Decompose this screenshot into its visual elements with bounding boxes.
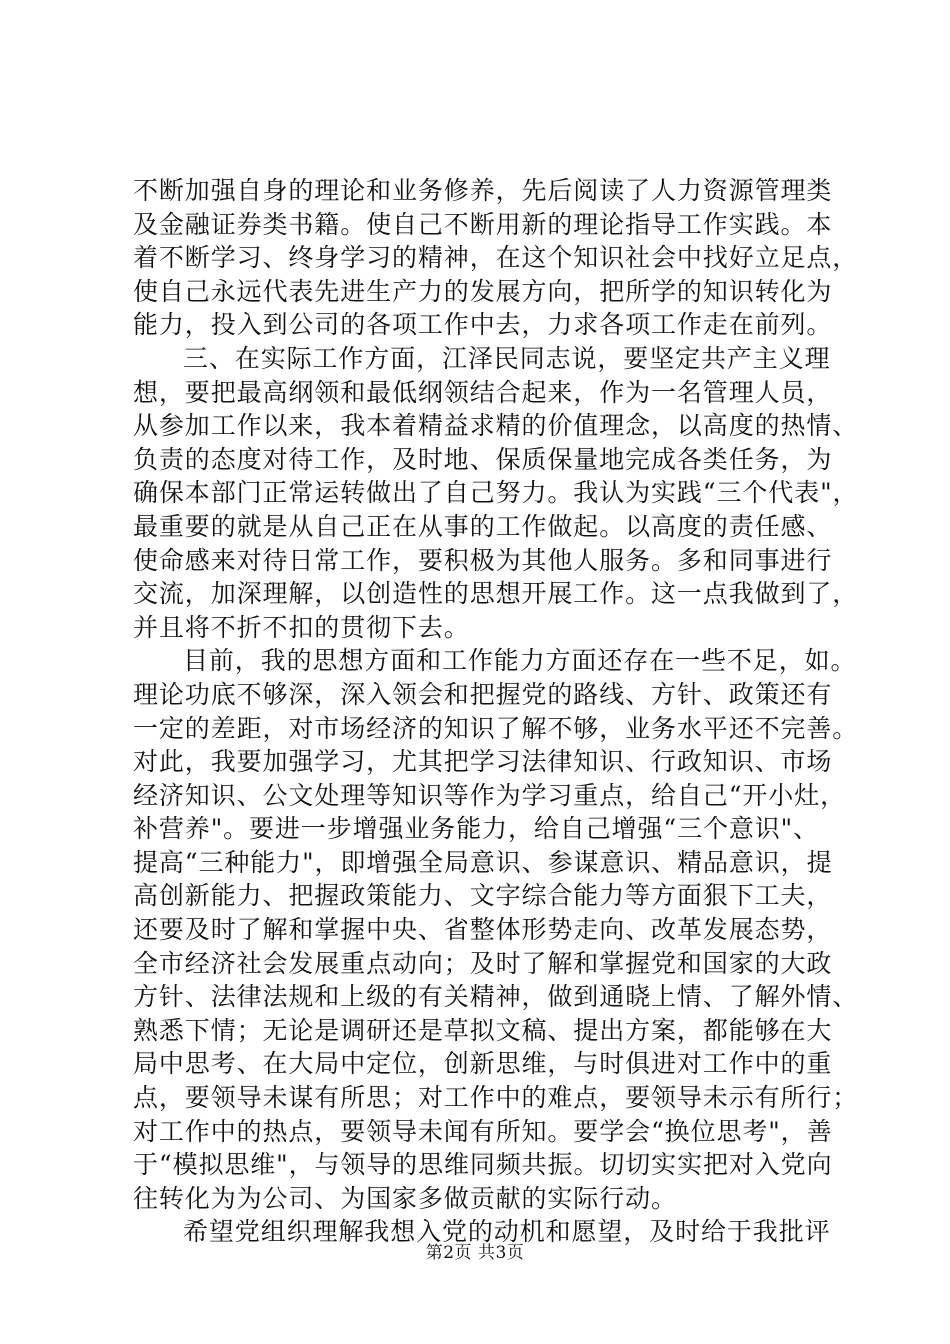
text-line: 不断加强自身的理论和业务修养，先后阅读了人力资源管理类 [133, 176, 833, 205]
text-line: 想，要把最高纲领和最低纲领结合起来，作为一名管理人员， [133, 377, 833, 407]
text-line: 点，要领导未谋有所思；对工作中的难点，要领导未示有所行； [133, 1083, 859, 1113]
text-line: 对此，我要加强学习，尤其把学习法律知识、行政知识、市场 [133, 747, 833, 777]
text-line: 一定的差距，对市场经济的知识了解不够，业务水平还不完善。 [133, 713, 859, 743]
text-line: 理论功底不够深，深入领会和把握党的路线、方针、政策还有 [133, 679, 833, 709]
text-line: 还要及时了解和掌握中央、省整体形势走向、改革发展态势， [133, 915, 833, 945]
text-line: 方针、法律法规和上级的有关精神，做到通晓上情、了解外情、 [133, 982, 859, 1012]
page-number-footer: 第2页 共3页 [425, 1243, 525, 1263]
text-line: 高创新能力、把握政策能力、文字综合能力等方面狠下工夫， [133, 881, 833, 911]
text-line: 补营养"。要进一步增强业务能力，给自己增强“三个意识"、 [133, 814, 819, 844]
text-line: 并且将不折不扣的贯彻下去。 [133, 612, 470, 642]
paragraph-start-line: 三、在实际工作方面，江泽民同志说，要坚定共产主义理 [183, 343, 831, 373]
paragraph-start-line: 目前，我的思想方面和工作能力方面还存在一些不足，如。 [183, 646, 857, 676]
text-line: 经济知识、公文处理等知识等作为学习重点，给自己“开小灶， [133, 780, 846, 810]
paragraph-start-line: 希望党组织理解我想入党的动机和愿望，及时给于我批评 [183, 1217, 831, 1247]
text-line: 于“模拟思维"，与领导的思维同频共振。切切实实把对入党向 [133, 1150, 833, 1180]
text-line: 使命感来对待日常工作，要积极为其他人服务。多和同事进行 [133, 545, 833, 575]
text-line: 局中思考、在大局中定位，创新思维，与时俱进对工作中的重 [133, 1049, 833, 1079]
text-line: 最重要的就是从自己正在从事的工作做起。以高度的责任感、 [133, 511, 833, 541]
text-line: 交流，加深理解，以创造性的思想开展工作。这一点我做到了， [133, 579, 859, 609]
text-line: 能力，投入到公司的各项工作中去，力求各项工作走在前列。 [133, 310, 833, 340]
text-line: 确保本部门正常运转做出了自己努力。我认为实践“三个代表"， [133, 478, 859, 508]
text-line: 使自己永远代表先进生产力的发展方向，把所学的知识转化为 [133, 276, 833, 306]
text-line: 负责的态度对待工作，及时地、保质保量地完成各类任务，为 [133, 444, 833, 474]
document-body [133, 174, 859, 1249]
text-line: 提高“三种能力"，即增强全局意识、参谋意识、精品意识，提 [133, 847, 833, 877]
text-line: 熟悉下情；无论是调研还是草拟文稿、提出方案，都能够在大 [133, 1015, 833, 1045]
text-line: 全市经济社会发展重点动向；及时了解和掌握党和国家的大政 [133, 948, 833, 978]
text-line: 着不断学习、终身学习的精神，在这个知识社会中找好立足点， [133, 243, 859, 273]
text-line: 从参加工作以来，我本着精益求精的价值理念，以高度的热情、 [133, 411, 859, 441]
text-line: 对工作中的热点，要领导未闻有所知。要学会“换位思考"，善 [133, 1116, 833, 1146]
text-line: 往转化为为公司、为国家多做贡献的实际行动。 [133, 1183, 677, 1213]
text-line: 及金融证券类书籍。使自己不断用新的理论指导工作实践。本 [133, 209, 833, 239]
